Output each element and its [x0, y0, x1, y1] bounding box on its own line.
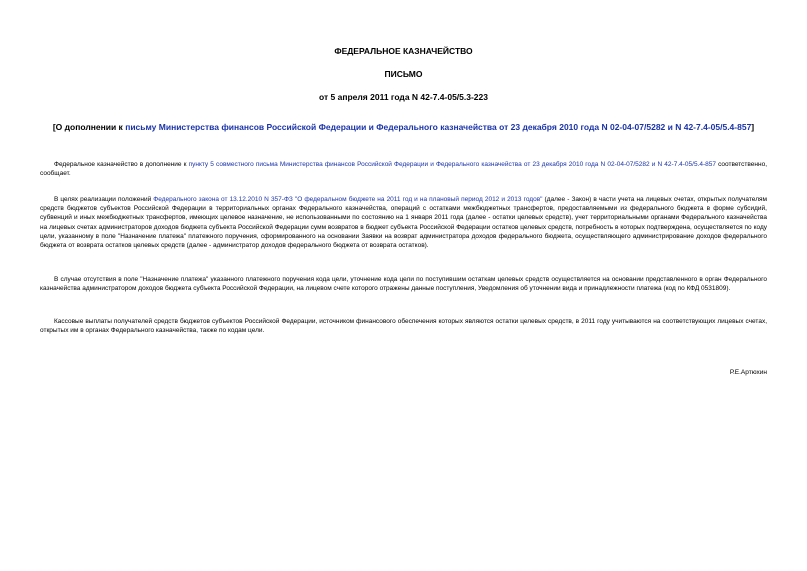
paragraph-2-before: В целях реализации положений [54, 196, 154, 203]
document-title [40, 122, 767, 134]
paragraph-1-before: Федеральное казначейство в дополнение к [54, 161, 189, 168]
title-close: ] [751, 122, 755, 132]
paragraph-4: Кассовые выплаты получателей средств бюджетов субъектов Российской Федерации, источником финансового обеспечения которых являются остатки целевых средств, в 2011 году учитываются на соответствующих лицевых счетах, открытых им в органах Федерального казначейства, также по кодам цели. [40, 318, 767, 335]
paragraph-1-after: соответственно, сообщает. [40, 161, 767, 178]
paragraph-2 [40, 195, 767, 250]
title-letter-link[interactable]: письму Министерства финансов Российской Федерации и Федерального казначейства от 23 декабря 2010 года N 02-04-07/5282 и N 42-7.4-05/5.4-857 [125, 122, 752, 132]
doc-type-heading: ПИСЬМО [384, 69, 423, 79]
paragraph-1 [40, 160, 767, 178]
paragraph-2-after: (далее - Закон) в части учета на лицевых счетах, открытых получателям средств бюджетов субъектов Российской Федерации в территориальных органах Федерального казначейства, операций с остатками межбюджетных трансфертов, предоставляемыми из федерального бюджета в форме субсидий, субвенций и иных межбюджетных трансфертов, имеющих целевое назначение, не использованными по состоянию на 1 января 2011 года (далее - остатки целевых средств), учет территориальными органами Федерального казначейства на лицевых счетах администраторов доходов бюджета субъекта Российской Федерации сумм возвратов в бюджет субъекта Российской Федерации остатков целевых средств, потребность в которых подтверждена, осуществляется по коду цели, указанному в поле "Назначение платежа" платежного поручения, сформированного на основании Заявки на возврат администратора доходов федерального бюджета, осуществляющего администрирование доходов федерального бюджета от возврата остатков целевых средств (далее - администратор доходов федерального бюджета от возврата остатков). [40, 196, 767, 250]
paragraph-2-law-link[interactable]: Федерального закона от 13.12.2010 N 357-ФЗ "О федеральном бюджете на 2011 год и на плановый период 2012 и 2013 годов" [153, 196, 543, 203]
agency-heading: ФЕДЕРАЛЬНОЕ КАЗНАЧЕЙСТВО [334, 46, 473, 56]
paragraph-1-link[interactable]: пункту 5 совместного письма Министерства финансов Российской Федерации и Федерального казначейства от 23 декабря 2010 года N 02-04-07/5282 и N 42-7.4-05/5.4-857 [188, 161, 716, 168]
paragraph-3: В случае отсутствия в поле "Назначение платежа" указанного платежного поручения кода цели, уточнение кода цели по поступившим остаткам целевых средств осуществляется на основании представленного в орган Федерального казначейства администратором доходов бюджета субъекта Российской Федерации, на лицевом счете которого отражены данные поступления, Уведомления об уточнении вида и принадлежности платежа (код по КФД 0531809). [40, 276, 767, 293]
signature: Р.Е.Артюхин [729, 369, 767, 376]
date-number-heading: от 5 апреля 2011 года N 42-7.4-05/5.3-223 [319, 92, 488, 102]
title-open: [О дополнении к [52, 122, 126, 132]
